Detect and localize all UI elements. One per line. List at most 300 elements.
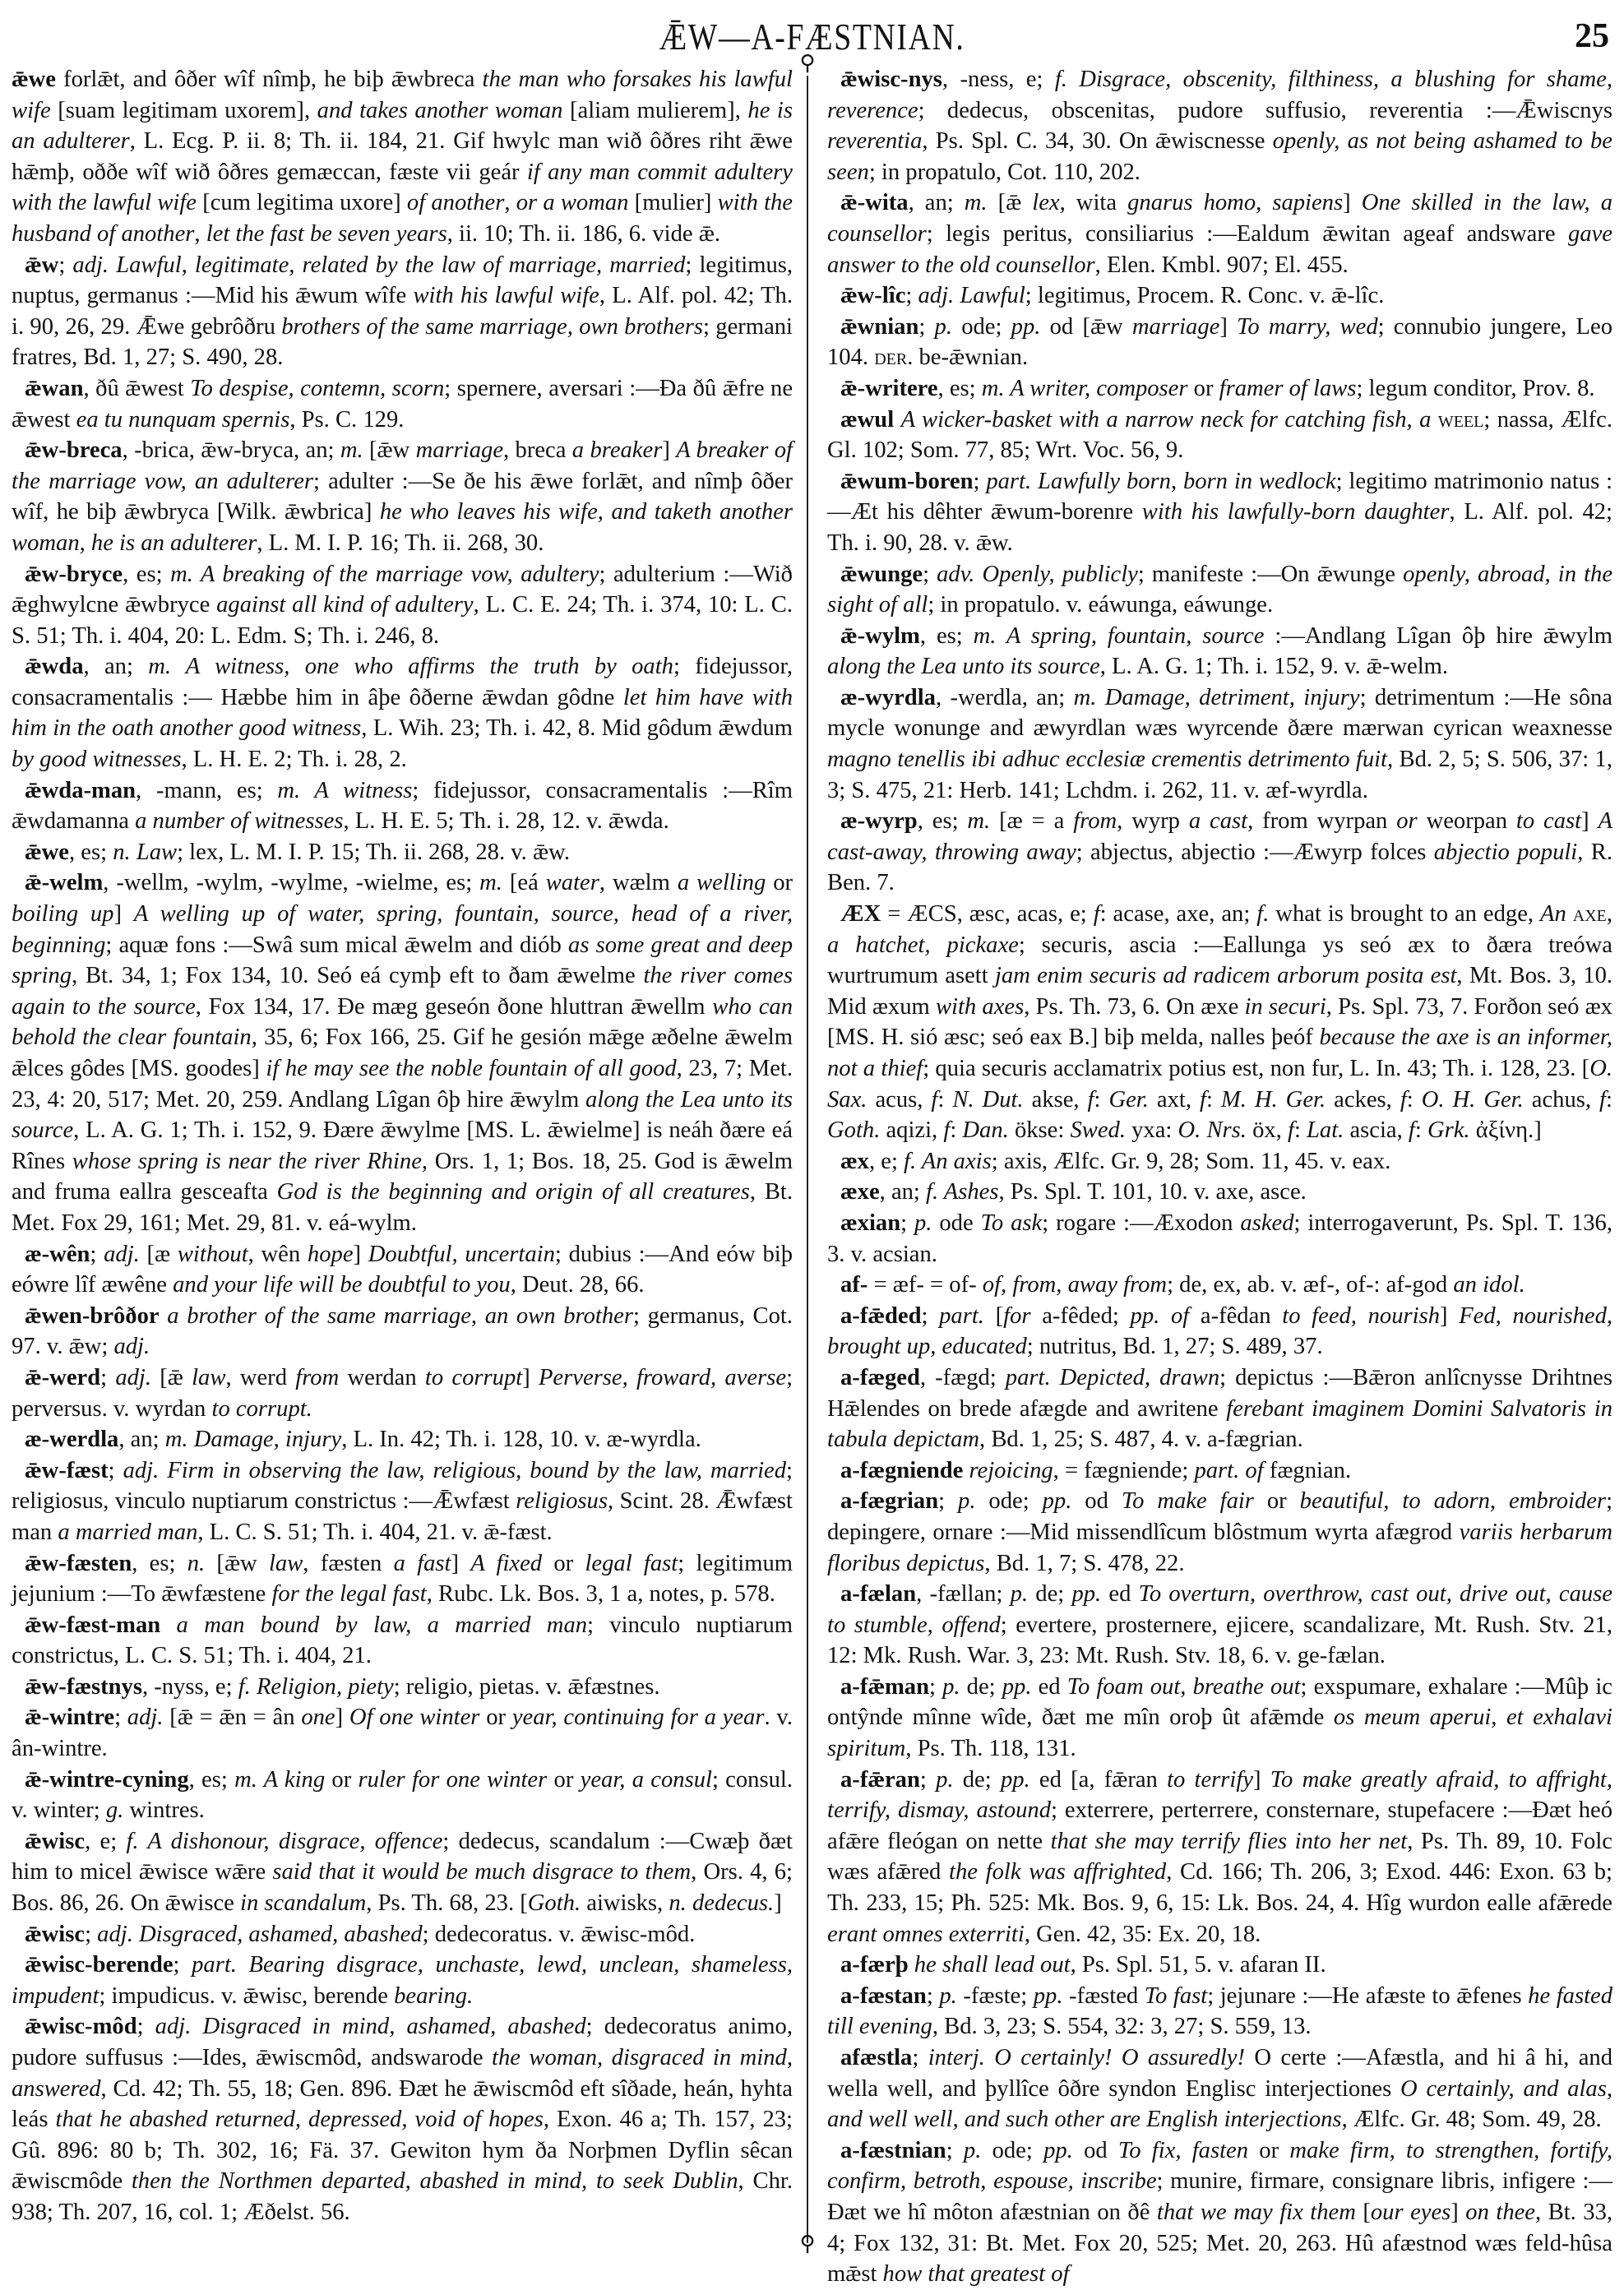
entry-text: ; bbox=[973, 468, 987, 494]
entry-gloss: p. bbox=[963, 2137, 982, 2163]
entry-text: ; bbox=[912, 2045, 928, 2070]
entry-text: ; bbox=[108, 1457, 123, 1483]
entry-headword: a-fægniende bbox=[840, 1457, 964, 1483]
entry-headword: ǣ-wita bbox=[840, 190, 909, 216]
dictionary-entry bbox=[827, 280, 1612, 312]
entry-gloss: who can behold the clear fountain bbox=[12, 993, 793, 1051]
entry-text: ; rogare :—Æxodon bbox=[1042, 1210, 1241, 1236]
entry-text: ; bbox=[919, 1766, 937, 1793]
entry-headword: æxian bbox=[840, 1210, 901, 1236]
dictionary-entry bbox=[12, 775, 793, 837]
entry-text: [ǣw bbox=[363, 437, 416, 464]
entry-text: ; dedecoratus. v. ǣwisc-môd. bbox=[422, 1921, 696, 1947]
entry-text: ; perversus. v. wyrdan bbox=[12, 1364, 793, 1422]
entry-gloss: f bbox=[1287, 1117, 1294, 1144]
dictionary-entry bbox=[12, 1826, 793, 1919]
entry-headword: æx bbox=[840, 1148, 869, 1174]
entry-gloss: he shall lead out bbox=[914, 1952, 1071, 1978]
entry-text: , -ness, e; bbox=[942, 67, 1055, 92]
entry-text: , -fægd; bbox=[919, 1364, 1006, 1390]
entry-text: , Mt. Bos. 3, 10. Mid æxum bbox=[827, 963, 1613, 1020]
entry-text: od [ǣw bbox=[1040, 313, 1132, 340]
entry-gloss: Fed, nourished, brought up, educated bbox=[827, 1302, 1613, 1360]
entry-text: ; spernere, aversari :—Ða ðû ǣfre ne ǣwest bbox=[12, 375, 793, 433]
entry-text: [eá bbox=[502, 870, 546, 896]
entry-gloss: against all kind of adultery bbox=[216, 592, 474, 618]
entry-gloss: n. dedecus. bbox=[669, 1890, 775, 1917]
entry-gloss: One skilled in the law, a counsellor bbox=[827, 190, 1613, 247]
entry-text: , bbox=[194, 220, 206, 247]
entry-gloss: p. bbox=[914, 1210, 932, 1236]
entry-gloss: by good witnesses bbox=[12, 747, 182, 773]
entry-gloss: pp. bbox=[1011, 313, 1041, 340]
entry-text: ; legitimo matrimonio natus :—Æt his dêhter ǣwum-borenre bbox=[827, 468, 1613, 525]
entry-text: od bbox=[1072, 2137, 1118, 2163]
entry-text: what is brought to an edge, bbox=[1269, 901, 1541, 928]
entry-text: ] bbox=[1440, 1302, 1460, 1329]
entry-text: , -nyss, e; bbox=[141, 1673, 238, 1700]
entry-text: ; adulterium :—Wið ǣghwylcne ǣwbryce bbox=[12, 561, 793, 618]
entry-gloss: variis herbarum floribus depictus bbox=[827, 1519, 1612, 1576]
entry-text: :—Andlang Lîgan ôþ hire ǣwylm bbox=[1264, 622, 1613, 649]
entry-gloss: with axes bbox=[935, 993, 1025, 1020]
entry-text: , bbox=[1606, 901, 1613, 928]
entry-gloss: an idol. bbox=[1453, 1272, 1525, 1298]
entry-gloss: of another bbox=[406, 190, 505, 216]
entry-gloss: p. bbox=[942, 1673, 960, 1700]
entry-gloss: pp. bbox=[1002, 1673, 1032, 1700]
entry-gloss: p. bbox=[934, 313, 952, 340]
entry-gloss: in securi bbox=[1244, 993, 1326, 1020]
entry-gloss: marriage bbox=[1131, 313, 1220, 340]
entry-text: ἀξίνη.] bbox=[1469, 1117, 1542, 1144]
entry-text: axt, bbox=[1148, 1086, 1200, 1113]
entry-text: , Exon. 46 a; Th. 157, 23; Gû. 896: 80 b; Th. 302, 16; Fä. 37. Gewiton hym ða Norþmen Dyflin sêcan ǣwiscmôde bbox=[12, 2107, 793, 2195]
entry-text: [ǣ bbox=[987, 190, 1033, 216]
entry-text: ; in propatulo. v. eáwunga, eáwunge. bbox=[928, 592, 1274, 618]
entry-gloss: year, a consul bbox=[580, 1766, 712, 1793]
entry-text: , Bt. Met. Fox 29, 161; Met. 29, 81. v. eá-wylm. bbox=[12, 1179, 793, 1236]
entry-headword: ǣw-fæsten bbox=[25, 1550, 132, 1576]
entry-gloss: let the fast be seven years bbox=[206, 220, 447, 247]
entry-gloss: boiling up bbox=[12, 901, 114, 928]
entry-text: , Bd. 3, 23; S. 554, 32: 3, 27; S. 559, 13. bbox=[932, 2014, 1312, 2040]
entry-gloss: gnarus homo, sapiens bbox=[1127, 190, 1344, 216]
entry-gloss: part. Depicted, drawn bbox=[1005, 1364, 1220, 1390]
entry-headword: ǣ-werd bbox=[25, 1364, 101, 1390]
entry-text: , Gen. 42, 35: Ex. 20, 18. bbox=[1024, 1921, 1261, 1947]
entry-text: , wên bbox=[248, 1241, 308, 1267]
entry-text bbox=[160, 1612, 176, 1638]
entry-gloss: f bbox=[1087, 1086, 1094, 1113]
entry-text: forlǣt, and ôðer wîf nîmþ, he biþ ǣwbreca bbox=[56, 67, 483, 92]
entry-gloss: law bbox=[268, 1550, 303, 1576]
entry-headword: ǣwen-brôðor bbox=[25, 1302, 160, 1329]
entry-headword: ǣwisc-nys bbox=[840, 67, 942, 92]
entry-gloss: Ger. bbox=[1108, 1086, 1149, 1113]
entry-text: ] bbox=[113, 901, 134, 928]
entry-text: : bbox=[1293, 1117, 1307, 1144]
entry-smallcaps: axe bbox=[1572, 901, 1607, 928]
entry-gloss: gave answer to the old counsellor bbox=[827, 220, 1612, 278]
entry-headword: ǣwunge bbox=[840, 561, 923, 587]
entry-gloss: that he abashed returned, depressed, void of hopes bbox=[55, 2107, 544, 2133]
entry-headword: a-fǣded bbox=[840, 1302, 922, 1329]
entry-gloss: f. Ashes bbox=[926, 1179, 999, 1205]
entry-text: ] bbox=[451, 1550, 471, 1576]
entry-gloss: m. Damage, detriment, injury bbox=[1073, 684, 1360, 710]
entry-gloss: beautiful, to adorn, embroider bbox=[1299, 1488, 1607, 1515]
entry-headword: ǣwan bbox=[25, 375, 84, 401]
entry-text: : bbox=[1606, 1086, 1612, 1113]
entry-gloss: A welling up of water, spring, fountain, source, head of a river, beginning bbox=[12, 901, 793, 958]
entry-gloss: n. Law bbox=[113, 839, 178, 865]
entry-text: , Rubc. Lk. Bos. 3, 1 a, notes, p. 578. bbox=[426, 1581, 775, 1608]
entry-text: ; manifeste :—On ǣwunge bbox=[1137, 561, 1404, 587]
entry-headword: ǣw-breca bbox=[25, 437, 123, 464]
entry-gloss: p. bbox=[936, 1766, 954, 1793]
entry-text: ; in propatulo, Cot. 110, 202. bbox=[868, 159, 1141, 185]
entry-headword: æ-werdla bbox=[25, 1427, 119, 1453]
entry-text: , 35, 6; Fox 166, 25. Gif he gesión mǣge æðelne ǣwelm ǣlces gôdes [MS. goodes] bbox=[12, 1025, 793, 1081]
entry-gloss: m. A spring, fountain, source bbox=[973, 622, 1265, 649]
dictionary-entry bbox=[827, 1579, 1612, 1672]
entry-text: , -wellm, -wylm, -wylme, -wielme, es; bbox=[103, 870, 480, 896]
dictionary-entry bbox=[827, 1301, 1612, 1362]
entry-gloss: os meum aperui, et exhalavi spiritum bbox=[827, 1705, 1612, 1762]
entry-gloss: if he may see the noble fountain of all good bbox=[266, 1056, 677, 1081]
entry-text: ; dedecoratus animo, pudore suffusus :—Ides, ǣwiscmôd, andswarode bbox=[12, 2014, 793, 2070]
entry-headword: ǣwisc-berende bbox=[25, 1952, 174, 1978]
entry-text: or bbox=[547, 1766, 581, 1793]
entry-gloss: f. bbox=[1256, 901, 1270, 928]
entry-text: ; securis, ascia :—Eallunga ys seó æx to ðæra treówa wurtrumum asett bbox=[827, 932, 1612, 989]
dictionary-entry bbox=[12, 1672, 793, 1703]
entry-gloss: of, from, away from bbox=[982, 1272, 1168, 1298]
entry-headword: a-fælan bbox=[840, 1581, 917, 1608]
entry-text: ; bbox=[900, 1210, 914, 1236]
entry-headword: afæstla bbox=[840, 2045, 913, 2070]
dictionary-entry bbox=[827, 2135, 1612, 2290]
entry-gloss: a man bound by law, a married man bbox=[176, 1612, 588, 1638]
entry-gloss: a fast bbox=[393, 1550, 451, 1576]
entry-gloss: ferebant imaginem Domini Salvatoris in tabula depictam bbox=[827, 1395, 1612, 1453]
entry-headword: a-fǣman bbox=[840, 1673, 930, 1700]
dictionary-entry bbox=[12, 1950, 793, 2011]
entry-headword: ǣ-wintre-cyning bbox=[25, 1766, 189, 1793]
entry-gloss: or a woman bbox=[516, 190, 629, 216]
entry-gloss: a brother of the same marriage, an own brother bbox=[167, 1302, 633, 1329]
entry-gloss: f bbox=[1093, 901, 1100, 928]
entry-text: , Chr. 938; Th. 207, 16, col. 1; Æðelst. 56. bbox=[12, 2168, 793, 2225]
entry-text: aiwisks, bbox=[581, 1890, 669, 1917]
entry-text: , L. H. E. 5; Th. i. 28, 12. v. ǣwda. bbox=[343, 808, 669, 835]
entry-gloss: m. A breaking of the marriage vow, adultery bbox=[170, 561, 599, 587]
column-divider bbox=[807, 76, 808, 2243]
entry-text: ; depictus :—Bǣron anlîcnysse Drihtnes Hǣlendes on brede afægde and awritene bbox=[827, 1364, 1612, 1422]
dictionary-entry bbox=[12, 64, 793, 250]
entry-gloss: said that it would be much disgrace to them bbox=[272, 1859, 692, 1885]
entry-gloss: f. Religion, piety bbox=[238, 1673, 394, 1700]
entry-gloss: To fast bbox=[1144, 1982, 1208, 2009]
dictionary-entry bbox=[827, 1672, 1612, 1765]
entry-text: [ bbox=[1355, 2199, 1371, 2225]
entry-headword: ǣwisc bbox=[25, 1921, 86, 1947]
entry-text: , Ors. 4, 6; Bos. 86, 26. On ǣwisce bbox=[12, 1859, 793, 1917]
entry-gloss: one bbox=[301, 1705, 335, 1731]
entry-text: ; bbox=[58, 252, 73, 278]
dictionary-entry bbox=[12, 1548, 793, 1610]
entry-gloss: the folk was affrighted bbox=[949, 1859, 1167, 1885]
entry-gloss: to cast bbox=[1515, 808, 1582, 835]
entry-text: , Bt. 33, 4; Fox 132, 31: Bt. Met. Fox 20, 525; Met. 20, 263. Hû afæstnod wæs feld-hûsa mǣst bbox=[827, 2199, 1613, 2288]
entry-text: or bbox=[1248, 2137, 1290, 2163]
entry-text: [ǣ = ǣn = ân bbox=[163, 1705, 302, 1731]
entry-gloss: that she may terrify flies into her net bbox=[1050, 1828, 1408, 1854]
dictionary-entry bbox=[827, 1765, 1612, 1950]
entry-gloss: a number of witnesses bbox=[135, 808, 344, 835]
entry-text: wintres. bbox=[123, 1797, 205, 1824]
entry-text: ; aquæ fons :—Swâ sum mical ǣwelm and diób bbox=[105, 932, 569, 958]
dictionary-entry bbox=[12, 1362, 793, 1424]
entry-gloss: adj. Firm in observing the law, religious, bound by the law, married bbox=[123, 1457, 787, 1483]
entry-text: , L. In. 42; Th. i. 128, 10. v. æ-wyrdla. bbox=[341, 1427, 701, 1453]
entry-text: : bbox=[1094, 1086, 1109, 1113]
entry-text: ; de, ex, ab. v. æf-, of-: af-god bbox=[1167, 1272, 1454, 1298]
entry-text: , L. Alf. pol. 42; Th. i. 90, 26, 29. Ǣwe gebrôðru bbox=[12, 283, 793, 340]
entry-text: ; munire, firmare, consignare libris, infigere :—Ðæt we hî môton afæstnian on ðê bbox=[827, 2168, 1612, 2225]
entry-text: , wita bbox=[1059, 190, 1128, 216]
entry-text: ] bbox=[1343, 190, 1362, 216]
entry-gloss: f. An axis bbox=[904, 1148, 992, 1174]
entry-text: ; quia securis acclamatrix potius est, non fur, L. In. 43; Th. i. 128, 23. [ bbox=[923, 1056, 1590, 1081]
entry-text: de; bbox=[953, 1766, 1001, 1793]
entry-headword: ǣ-welm bbox=[25, 870, 104, 896]
entry-headword: æ-wên bbox=[25, 1241, 90, 1267]
entry-gloss: hope bbox=[307, 1241, 354, 1267]
entry-text: , Cd. 42; Th. 55, 18; Gen. 896. Ðæt he ǣwiscmôd eft sîðade, heán, hyhta leás bbox=[12, 2075, 793, 2133]
entry-gloss: if any man commit adultery with the lawful wife bbox=[12, 159, 793, 216]
entry-text: yxa: bbox=[1125, 1117, 1178, 1144]
entry-text: . v. ân-wintre. bbox=[12, 1705, 793, 1762]
entry-text: ; religiosus, vinculo nuptiarum constrictus :—Ǣwfæst bbox=[12, 1457, 793, 1515]
dictionary-entry bbox=[12, 1455, 793, 1548]
entry-headword: ǣw bbox=[25, 252, 59, 278]
entry-gloss: N. Dut. bbox=[952, 1086, 1024, 1113]
entry-text: , Ps. Spl. 51, 5. v. afaran II. bbox=[1070, 1952, 1326, 1978]
entry-text: ; exspumare, exhalare :—Mûþ ic ontŷnde mînne wîde, ðæt me mîn oroþ ût afǣmde bbox=[827, 1673, 1612, 1731]
entry-smallcaps: weel bbox=[1437, 406, 1484, 433]
entry-gloss: To overturn, overthrow, cast out, drive out, cause to stumble, offend bbox=[827, 1581, 1613, 1638]
entry-text: ascia, bbox=[1344, 1117, 1409, 1144]
entry-gloss: To marry, wed bbox=[1237, 313, 1378, 340]
entry-text: ed bbox=[1031, 1673, 1067, 1700]
entry-gloss: A wicker-basket with a narrow neck for catching fish, a bbox=[900, 406, 1438, 433]
entry-headword: ǣw-fæstnys bbox=[25, 1673, 142, 1700]
entry-text: , es; bbox=[188, 1766, 235, 1793]
entry-gloss: to corrupt. bbox=[211, 1395, 312, 1422]
dictionary-entry bbox=[827, 64, 1612, 187]
entry-headword: ǣw-fæst-man bbox=[25, 1612, 161, 1638]
entry-gloss: M. H. Ger. bbox=[1220, 1086, 1326, 1113]
entry-text: ; bbox=[90, 1241, 104, 1267]
entry-text: ode; bbox=[951, 313, 1011, 340]
entry-text: , Ps. Th. 89, 10. Folc wæs afǣred bbox=[827, 1828, 1612, 1885]
entry-gloss: law bbox=[192, 1364, 226, 1390]
entry-headword: a-fæstnian bbox=[840, 2137, 946, 2163]
dictionary-entry bbox=[827, 559, 1612, 621]
entry-text: , bbox=[504, 190, 516, 216]
entry-text: a-fêded; bbox=[1030, 1302, 1131, 1329]
divider-ornament-top-icon: ⚲ bbox=[799, 51, 816, 75]
entry-text: = æf- = of- bbox=[868, 1272, 983, 1298]
entry-text: ] bbox=[1253, 1766, 1270, 1793]
dictionary-entry bbox=[12, 250, 793, 373]
entry-text: ; bbox=[918, 313, 935, 340]
entry-gloss: make firm, to strengthen, fortify, confirm, betroth, espouse, inscribe bbox=[827, 2137, 1613, 2195]
entry-gloss: Lat. bbox=[1307, 1117, 1344, 1144]
entry-gloss: Dan. bbox=[962, 1117, 1009, 1144]
entry-gloss: to corrupt bbox=[424, 1364, 523, 1390]
entry-gloss: in scandalum bbox=[240, 1890, 367, 1917]
dictionary-entry bbox=[827, 806, 1612, 899]
entry-text: ode; bbox=[981, 2137, 1044, 2163]
entry-text: ; evertere, prosternere, ejicere, scandalizare, Mt. Rush. Stv. 21, 12: Mk. Rush. War. 3, 23: Mt. Rush. Stv. 18, 6. v. ge-fælan. bbox=[827, 1612, 1613, 1669]
entry-text: ] bbox=[335, 1705, 349, 1731]
entry-text: or bbox=[542, 1550, 585, 1576]
entry-gloss: openly, as not being ashamed to be seen bbox=[827, 128, 1612, 185]
entry-text: ed bbox=[1101, 1581, 1139, 1608]
entry-text: ode bbox=[932, 1210, 981, 1236]
dictionary-entry bbox=[827, 1208, 1612, 1270]
entry-gloss: ruler for one winter bbox=[358, 1766, 548, 1793]
right-column bbox=[827, 64, 1612, 2290]
entry-text: ] bbox=[353, 1241, 368, 1267]
entry-text: , Bt. 34, 1; Fox 134, 10. Seó eá cymþ eft to ðam ǣwelme bbox=[72, 963, 644, 989]
entry-text: ; bbox=[946, 2137, 964, 2163]
entry-gloss: adv. Openly, publicly bbox=[937, 561, 1138, 587]
entry-headword: ǣwnian bbox=[840, 313, 919, 340]
entry-text: ; adulter :—Se ðe his ǣwe forlǣt, and nîmþ ôðer wîf, he biþ ǣwbryca [Wilk. ǣwbrica] bbox=[12, 468, 793, 525]
entry-text: ] bbox=[774, 1890, 782, 1917]
entry-gloss: or bbox=[1396, 808, 1418, 835]
dictionary-entry bbox=[827, 466, 1612, 559]
entry-gloss: m. A king bbox=[234, 1766, 326, 1793]
entry-headword: ÆX bbox=[840, 901, 881, 928]
entry-text: , Ps. Spl. 73, 7. Forðon seó æx [MS. H. sió æsc; seó eax B.] biþ melda, nalles þeóf bbox=[827, 993, 1612, 1051]
entry-text: ; bbox=[100, 1364, 116, 1390]
entry-text: ] bbox=[662, 437, 677, 464]
entry-text: ; lex, L. M. I. P. 15; Th. ii. 268, 28. v. ǣw. bbox=[177, 839, 570, 865]
entry-text: achus, bbox=[1523, 1086, 1600, 1113]
entry-text bbox=[160, 1303, 168, 1329]
entry-gloss: f bbox=[1408, 1117, 1415, 1144]
entry-headword: æwul bbox=[840, 406, 895, 433]
entry-text: , Bd. 1, 7; S. 478, 22. bbox=[984, 1550, 1185, 1576]
entry-gloss: then the Northmen departed, abashed in mind, to seek Dublin bbox=[131, 2168, 738, 2195]
entry-text: od bbox=[1071, 1488, 1122, 1515]
entry-gloss: adj. Disgraced in mind, ashamed, abashed bbox=[155, 2014, 586, 2040]
entry-text: ; bbox=[173, 1952, 192, 1978]
entry-headword: a-fægrian bbox=[840, 1488, 939, 1515]
entry-text: or bbox=[766, 870, 793, 896]
entry-gloss: To make greatly afraid, to affright, terrify, dismay, astound bbox=[827, 1766, 1613, 1824]
dictionary-entry bbox=[827, 2042, 1612, 2135]
entry-gloss: To fix, fasten bbox=[1117, 2137, 1249, 2163]
entry-text: , ii. 10; Th. ii. 186, 6. vide ǣ. bbox=[446, 220, 720, 247]
entry-headword: æ-wyrdla bbox=[840, 684, 936, 710]
dictionary-entry bbox=[12, 2011, 793, 2228]
dictionary-entry bbox=[827, 187, 1612, 280]
entry-text: ; nutritus, Bd. 1, 27; S. 489, 37. bbox=[1026, 1334, 1323, 1360]
entry-text: ode; bbox=[975, 1488, 1043, 1515]
entry-text: , es; bbox=[919, 622, 974, 649]
entry-gloss: for the legal fast bbox=[271, 1581, 427, 1608]
entry-text: ; dedecus, obscenitas, pudore suffusio, reverentia :—Ǣwiscnys bbox=[918, 97, 1612, 123]
entry-text: , L. Alf. pol. 42; Th. i. 90, 28. v. ǣw. bbox=[827, 499, 1612, 556]
entry-text: ; connubio jungere, Leo 104. bbox=[827, 313, 1613, 371]
entry-text: : acase, axe, an; bbox=[1099, 901, 1257, 928]
entry-text: or bbox=[1187, 375, 1219, 401]
entry-text: ; impudicus. v. ǣwisc, berende bbox=[99, 1982, 395, 2009]
entry-text: , 23, 7; Met. 23, 4: 20, 517; Met. 20, 259. Andlang Lîgan ôþ hire ǣwylm bbox=[12, 1056, 793, 1113]
left-column bbox=[12, 64, 793, 2228]
dictionary-entry bbox=[827, 1950, 1612, 1981]
dictionary-entry bbox=[12, 1610, 793, 1672]
entry-gloss: part. of bbox=[1194, 1457, 1264, 1483]
entry-text: or bbox=[325, 1766, 359, 1793]
entry-gloss: for bbox=[1003, 1302, 1031, 1329]
entry-gloss: To make fair bbox=[1121, 1488, 1254, 1515]
entry-text: , L. H. E. 2; Th. i. 28, 2. bbox=[181, 747, 407, 773]
entry-gloss: along the Lea unto its source bbox=[12, 1086, 793, 1144]
entry-gloss: and takes another woman bbox=[317, 97, 563, 123]
entry-headword: ǣwisc-môd bbox=[25, 2014, 137, 2040]
entry-text: , wyrp bbox=[1117, 808, 1189, 835]
entry-headword: ǣwum-boren bbox=[840, 468, 974, 494]
entry-text: [mulier] bbox=[628, 190, 718, 216]
entry-text: , -fællan; bbox=[916, 1581, 1011, 1608]
entry-gloss: part. Bearing disgrace, unchaste, lewd, unclean, shameless, impudent bbox=[12, 1952, 793, 2009]
entry-text: , L. Ecg. P. ii. 8; Th. ii. 184, 21. Gif hwylc man wið ôðres riht ǣwe hǣmþ, oððe wîf wið ôðres gemæccan, fæste vii geár bbox=[12, 128, 793, 185]
dictionary-entry bbox=[12, 867, 793, 1238]
entry-text: ; legis peritus, consiliarius :—Ealdum ǣwitan ageaf andsware bbox=[926, 220, 1569, 247]
dictionary-entry bbox=[827, 621, 1612, 682]
entry-gloss: O. Sax. bbox=[827, 1056, 1612, 1113]
entry-text: ; legitimum jejunium :—To ǣwfæstene bbox=[12, 1550, 793, 1608]
entry-gloss: rejoicing bbox=[969, 1457, 1053, 1483]
entry-text: ; consul. v. winter; bbox=[12, 1766, 793, 1824]
dictionary-entry bbox=[827, 373, 1612, 405]
entry-text: [suam legitimam uxorem], bbox=[50, 97, 317, 123]
entry-text: : bbox=[950, 1117, 963, 1144]
page-title: ǢW—A-FÆSTNIAN. bbox=[659, 16, 965, 58]
dictionary-entry bbox=[12, 1765, 793, 1826]
entry-text: ; abjectus, abjectio :—Æwyrp folces bbox=[1076, 839, 1434, 865]
entry-gloss: Grk. bbox=[1427, 1117, 1470, 1144]
entry-gloss: adj. Lawful bbox=[918, 283, 1025, 309]
entry-text: , Deut. 28, 66. bbox=[510, 1272, 645, 1298]
entry-text: , Ps. Spl. T. 101, 10. v. axe, asce. bbox=[998, 1179, 1307, 1205]
entry-text: , es; bbox=[132, 1550, 187, 1576]
entry-text: ; religio, pietas. v. ǣfæstnes. bbox=[393, 1673, 660, 1700]
entry-text: öx, bbox=[1246, 1117, 1288, 1144]
entry-text: , Ps. Th. 73, 6. On æxe bbox=[1024, 993, 1245, 1020]
entry-headword: ǣw-fæst bbox=[25, 1457, 109, 1483]
entry-gloss: with the husband of another bbox=[12, 190, 793, 247]
entry-text: , wælm bbox=[599, 870, 678, 896]
entry-gloss: he is an adulterer bbox=[12, 97, 793, 155]
